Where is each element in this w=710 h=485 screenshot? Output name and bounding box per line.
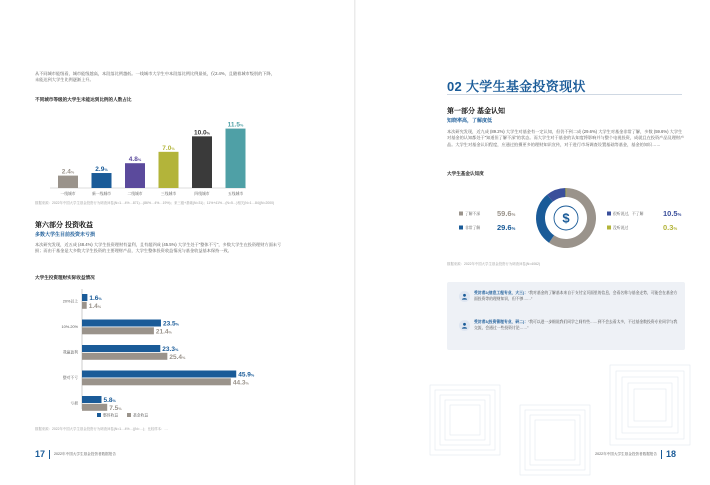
chart1-title: 不同城市等级的大学生未能达到比例的人数占比 bbox=[35, 97, 132, 102]
chart1-bar bbox=[125, 163, 145, 188]
section6-body: 本次研究发现，近五成 (48.4%) 大学生投资理财有盈利，且有超四成 (45.5%) 大学生处于“整体不亏”，多数大学生在投资理财方面未亏损；而由于基金是大多数大学生投资的主要理财产品，大学生整体投资收益情况与基金收益基本保持一致。 bbox=[35, 242, 282, 254]
chart2-bar bbox=[82, 404, 107, 411]
quote-1-name: 受访者2(信息工程专业，大三)： bbox=[474, 291, 528, 295]
chart1-value-unit: % bbox=[206, 131, 211, 136]
person-icon bbox=[459, 320, 470, 331]
page-number-left: 17 bbox=[35, 449, 46, 459]
chart2-value-label: 23.3% bbox=[162, 346, 179, 354]
book-gutter bbox=[354, 0, 356, 485]
chart3-title: 大学生基金认知度 bbox=[447, 171, 484, 176]
chart2-value-label: 1.6% bbox=[89, 295, 102, 303]
chart2-value-unit: % bbox=[112, 399, 116, 404]
chart2-bar bbox=[82, 320, 161, 327]
chart3-legend-swatch bbox=[459, 212, 463, 216]
chart1-value-unit: % bbox=[171, 146, 175, 151]
chart2-legend-swatch bbox=[127, 413, 131, 417]
quote-2-text bbox=[474, 320, 679, 331]
chart2-value-unit: % bbox=[174, 348, 179, 353]
chart1-value-unit: % bbox=[239, 123, 244, 128]
chart3-value-label: 59.6% bbox=[497, 208, 516, 218]
chart2-category-label: 我赢盈利 bbox=[62, 350, 78, 355]
chart3-legend-label: 非常了解 bbox=[465, 226, 481, 230]
chart3-slice bbox=[536, 195, 554, 243]
chapter-rule bbox=[447, 94, 682, 95]
chart2-category-label: 10%-20% bbox=[61, 325, 78, 329]
footer-right-text: 2022年中国大学生基金投资者数据报告 bbox=[595, 451, 657, 456]
chart3-legend-swatch bbox=[607, 212, 611, 216]
chart3-legend-label: 了解不深 bbox=[465, 212, 481, 216]
chart3-value-label: 0.3% bbox=[663, 222, 678, 232]
chart2-value-label: 45.9% bbox=[238, 371, 255, 379]
part1-title: 第一部分 基金认知 bbox=[447, 108, 505, 115]
chart3-value-unit: % bbox=[511, 211, 516, 217]
returns-bar-chart bbox=[35, 285, 265, 425]
chart3-value-label: 29.6% bbox=[497, 222, 516, 232]
page-number-right: 18 bbox=[665, 449, 676, 459]
chart2-value-label: 5.8% bbox=[103, 397, 116, 405]
chart3-legend-swatch bbox=[607, 226, 611, 230]
chart2-bar bbox=[82, 378, 231, 385]
chart3-value-unit: % bbox=[673, 225, 678, 231]
chart2-value-unit: % bbox=[118, 407, 122, 411]
chart2-value-unit: % bbox=[168, 330, 172, 335]
chart1-value-unit: % bbox=[137, 158, 142, 163]
quote-2-name: 受访者3(投资管理专业，研二)： bbox=[474, 320, 528, 324]
chart1-category-label: 四线城市 bbox=[194, 192, 210, 196]
chart1-source: 数据来源：2022年中国大学生基金投资行为调查问卷(N=1…4%…871)…(86%…4%…19%)；来三级+基础(N=31)；11%+41%…(N=5…)相关(N=1…84)(N=2000) bbox=[35, 201, 275, 205]
quote-2 bbox=[459, 320, 679, 331]
chart2-value-unit: % bbox=[97, 305, 102, 309]
chart3-value-unit: % bbox=[677, 211, 682, 217]
chart2-value-unit: % bbox=[250, 373, 255, 378]
chart2-category-label: 亏损 bbox=[70, 401, 78, 406]
chart1-value-unit: % bbox=[104, 168, 108, 173]
chart1-value-label: 2.4% bbox=[61, 168, 75, 176]
footer-left-text: 2022年中国大学生基金投资者数据报告 bbox=[54, 451, 116, 456]
person-icon bbox=[459, 291, 470, 302]
chapter-title: 02 大学生基金投资现状 bbox=[447, 79, 586, 94]
chart2-legend-swatch bbox=[97, 413, 101, 417]
chart1-bar bbox=[92, 173, 112, 188]
chart2-bar bbox=[82, 302, 87, 309]
chart2-value-unit: % bbox=[245, 381, 249, 386]
interview-quote-box bbox=[447, 282, 685, 350]
chart1-value-label: 4.8% bbox=[128, 156, 142, 164]
chart2-bar bbox=[82, 353, 167, 360]
chart2-legend-label: 基金收益 bbox=[133, 413, 149, 418]
chart1-category-label: 新一线城市 bbox=[92, 192, 111, 196]
footer-divider bbox=[49, 450, 50, 459]
decorative-square-pattern bbox=[420, 345, 710, 485]
fund-awareness-donut-chart bbox=[447, 180, 685, 260]
chart2-title: 大学生投资理财实际收益情况 bbox=[35, 275, 95, 280]
chart1-value-label: 10.0% bbox=[193, 129, 211, 137]
chart1-category-label: 五线城市 bbox=[227, 192, 244, 196]
chart1-category-label: 一线城市 bbox=[60, 192, 76, 196]
chart1-value-label: 11.5% bbox=[227, 121, 244, 129]
quote-1-body: “我对基金的了解基本来自于支付宝页面里的信息，会看名称与基金走势，可能会在基金方面投资等的理财知识，但不够……” bbox=[474, 291, 678, 301]
footer-divider bbox=[661, 450, 662, 459]
chart3-source: 数据来源：2022年中国大学生基金投资行为调查问卷(N=4062) bbox=[447, 262, 540, 266]
chart2-value-label: 25.4% bbox=[169, 354, 186, 361]
chart3-legend-swatch bbox=[459, 226, 463, 230]
chart1-bar bbox=[226, 129, 246, 188]
chart2-value-label: 23.5% bbox=[162, 320, 180, 328]
chart1-bar bbox=[58, 176, 78, 188]
chart1-bar bbox=[159, 152, 179, 188]
chart2-category-label: 整对不亏 bbox=[62, 376, 78, 380]
chart2-bar bbox=[82, 294, 87, 301]
chart3-value-label: 10.5% bbox=[663, 208, 682, 218]
chart1-bar bbox=[192, 136, 212, 188]
part1-subtitle: 知晓率高，了解度低 bbox=[447, 118, 493, 124]
chart2-legend-label: 整体收益 bbox=[103, 413, 119, 418]
quote-2-body: “我可以进一步细说我们同学之间有些……到不会去看太多，不过基金数投资专业同学与我交流，会通过一些投资讨论……” bbox=[474, 320, 678, 330]
chart2-value-label: 21.4% bbox=[155, 328, 172, 336]
footer-left bbox=[35, 449, 116, 459]
chart2-bar bbox=[82, 396, 101, 403]
chart1-value-unit: % bbox=[70, 170, 75, 175]
section6-title: 第六部分 投资收益 bbox=[35, 222, 93, 229]
city-tier-bar-chart bbox=[48, 108, 248, 200]
intro-paragraph: 从不同城市能级看，城市能级越高，本段落比例越低。一线城市大学生中本段落比例比例最低，仅2.4%，且随着城市级别的下降，未能达到大学生比例逐渐上升。 bbox=[35, 71, 275, 83]
quote-1-text bbox=[474, 291, 679, 302]
chart2-bar bbox=[82, 327, 154, 334]
chart2-category-label: 20%以上 bbox=[62, 299, 78, 304]
chart2-bar bbox=[82, 345, 160, 352]
chart1-value-label: 2.9% bbox=[95, 166, 108, 174]
chart1-value-label: 7.0% bbox=[162, 144, 175, 152]
chart2-value-unit: % bbox=[98, 297, 102, 302]
chart1-category-label: 三线城市 bbox=[160, 192, 177, 196]
chart2-value-label: 44.3% bbox=[232, 379, 249, 387]
part1-body: 本次研究发现，近九成 (89.2%) 大学生对基金有一定认知，但仍不到二成 (29.6%) 大学生对基金非常了解，多数 (59.6%) 大学生对基金的认知都处于“知道但了解不深”的状态。而大学生对于基金的认知度将影响并与整个电视投资，成就且在投资产品及理财产品。大学生对基金认识程度，应通过拍摄更多的理财知识宣传，对于进行市场调查设置基础等基金，基金的知识…… bbox=[447, 129, 685, 147]
chart2-value-label: 7.5% bbox=[109, 405, 122, 412]
chart2-bar bbox=[82, 371, 236, 378]
chart2-value-unit: % bbox=[175, 322, 180, 327]
section6-subtitle: 多数大学生目前投资未亏损 bbox=[35, 232, 96, 238]
quote-1 bbox=[459, 291, 679, 302]
chart3-value-unit: % bbox=[511, 225, 516, 231]
chart3-legend-label: 很听说过，不了解 bbox=[613, 212, 644, 216]
chart2-source: 数据来源：2022年中国大学生基金投资行为调查问卷(N=1…4%…)(N=…)；比较样本：… bbox=[35, 427, 168, 431]
chart2-value-unit: % bbox=[182, 356, 186, 360]
chart3-legend-label: 没听说过 bbox=[613, 226, 629, 230]
dollar-icon: $ bbox=[562, 210, 570, 226]
chart2-value-label: 1.4% bbox=[88, 303, 102, 310]
footer-right bbox=[595, 449, 676, 459]
chart1-category-label: 二线城市 bbox=[127, 192, 143, 196]
